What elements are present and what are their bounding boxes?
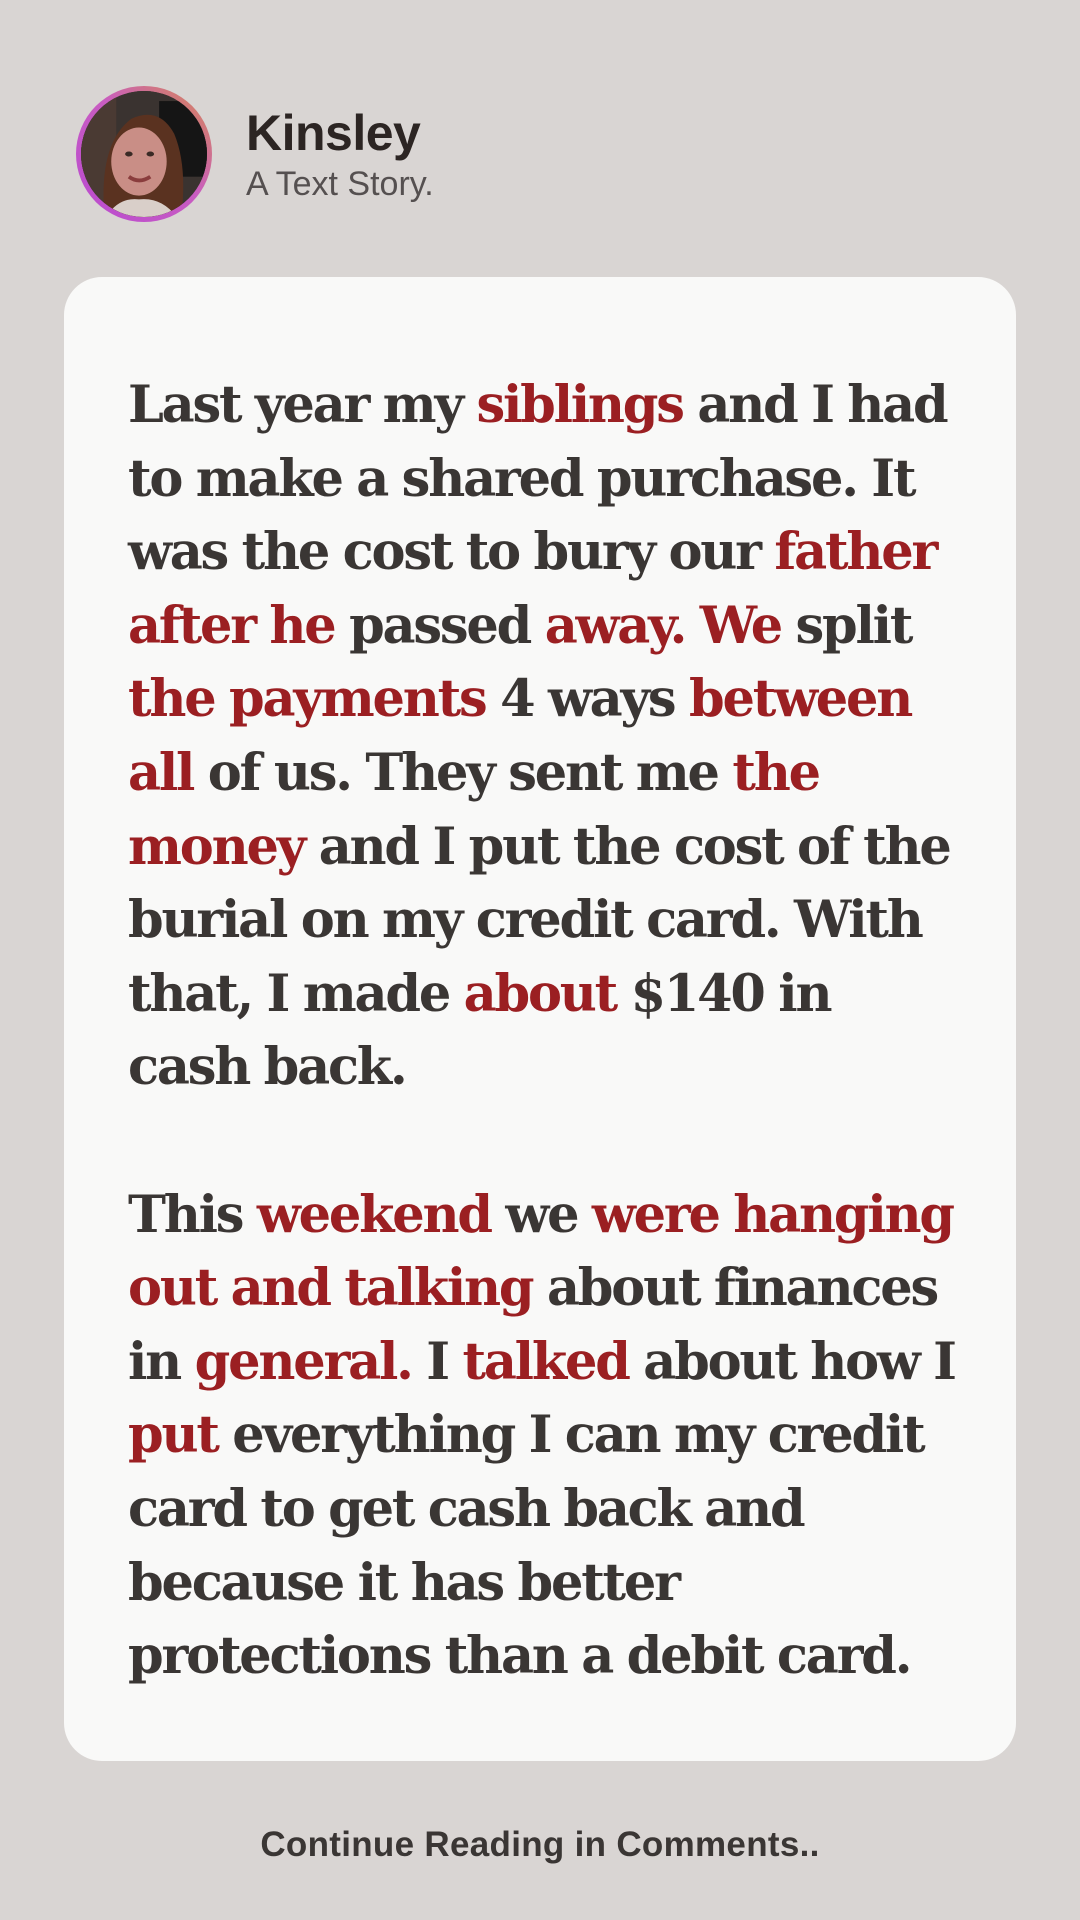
story-text: This [128,1184,257,1245]
story-text: 4 ways [485,669,689,730]
story-text: of us. They sent me [193,742,733,803]
highlighted-text: about [463,963,617,1024]
avatar[interactable] [76,86,212,222]
story-text: everything I can my credit card to get cash back and because it has better protections than a debit card. [128,1405,924,1687]
avatar-photo [81,91,207,217]
story-text: passed [334,595,545,656]
author-name: Kinsley [246,105,421,161]
highlighted-text: siblings [476,375,683,435]
story-text: and I had to make a shared purchase. It was the cost to bury our [128,375,947,583]
highlighted-text: the payments [128,669,486,730]
author-subtitle: A Text Story. [246,165,434,203]
highlighted-text: put [128,1405,218,1466]
highlighted-text: talked [462,1331,629,1392]
author-info [246,104,434,204]
highlighted-text: weekend [256,1184,491,1245]
story-text: I [411,1331,463,1392]
story-text: about finances in [128,1258,937,1392]
post-header [76,86,434,222]
story-text: Last year my [128,375,477,435]
story-text: we [490,1184,592,1245]
story-paragraph [128,1179,956,1694]
story-text: $140 in cash back. [128,963,831,1098]
highlighted-text: general. [194,1331,412,1392]
story-text: split [780,595,912,656]
story-paragraph [128,369,956,1105]
highlighted-text: between all [128,669,912,803]
continue-reading-link[interactable]: Continue Reading in Comments.. [260,1825,820,1864]
story-text: about how I [628,1331,955,1392]
story-card [64,277,1016,1761]
highlighted-text: father after he [128,522,937,656]
highlighted-text: the money [128,742,819,877]
story-text: and I put the cost of the burial on my credit card. With that, I made [128,816,950,1024]
highlighted-text: away. We [544,595,781,656]
highlighted-text: were hanging out and talking [128,1184,953,1319]
